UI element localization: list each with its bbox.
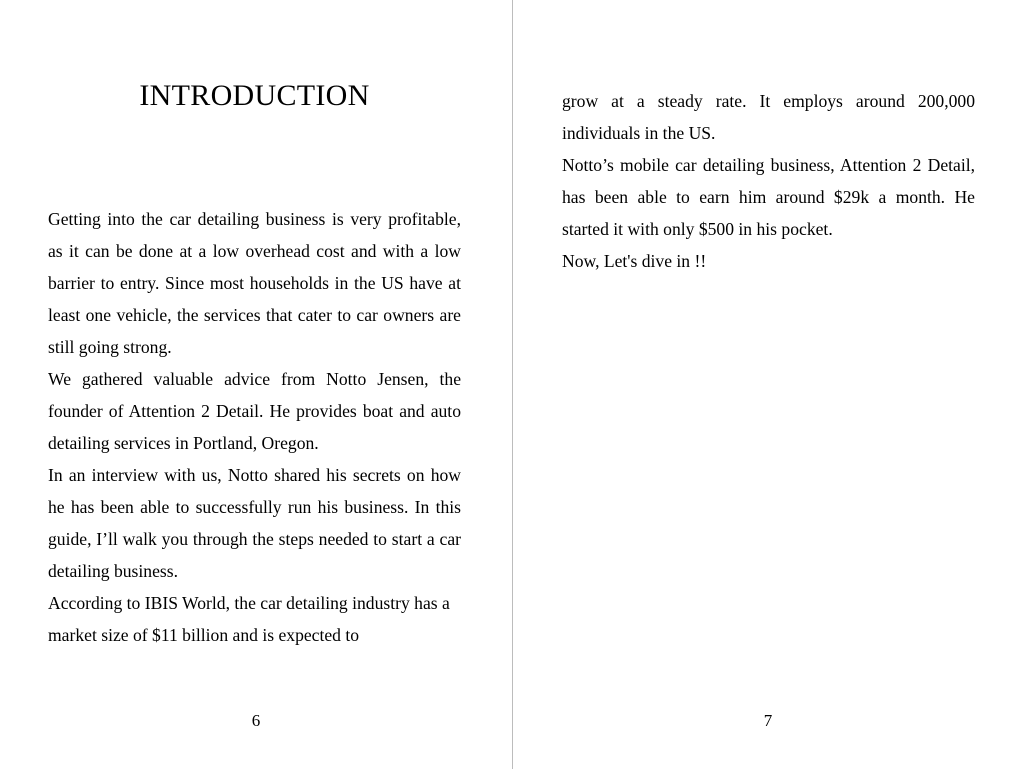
paragraph: According to IBIS World, the car detailing industry has a market size of $11 billion and is expected to (48, 593, 450, 645)
paragraph: We gathered valuable advice from Notto Jensen, the founder of Attention 2 Detail. He provides boat and auto detailing services in Portland, Oregon. (48, 369, 461, 453)
paragraph: grow at a steady rate. It employs around 200,000 individuals in the US. (562, 91, 975, 143)
page-gutter-divider (512, 0, 513, 769)
paragraph: Notto’s mobile car detailing business, Attention 2 Detail, has been able to earn him around $29k a month. He started it with only $500 in his pocket. (562, 155, 975, 239)
right-page (512, 0, 1024, 769)
paragraph: Now, Let's dive in !! (562, 251, 707, 271)
page-number: 7 (763, 711, 773, 730)
right-page-body (562, 0, 975, 277)
page-number: 6 (251, 711, 261, 730)
page-title: INTRODUCTION (139, 79, 370, 112)
paragraph: In an interview with us, Notto shared his secrets on how he has been able to successfully run his business. In this guide, I’ll walk you through the steps needed to start a car detailing business. (48, 465, 461, 581)
left-page-body (48, 114, 461, 651)
paragraph: Getting into the car detailing business is very profitable, as it can be done at a low overhead cost and with a low barrier to entry. Since most households in the US have at least one vehicle, the services that cater to car owners are still going strong. (48, 209, 461, 357)
